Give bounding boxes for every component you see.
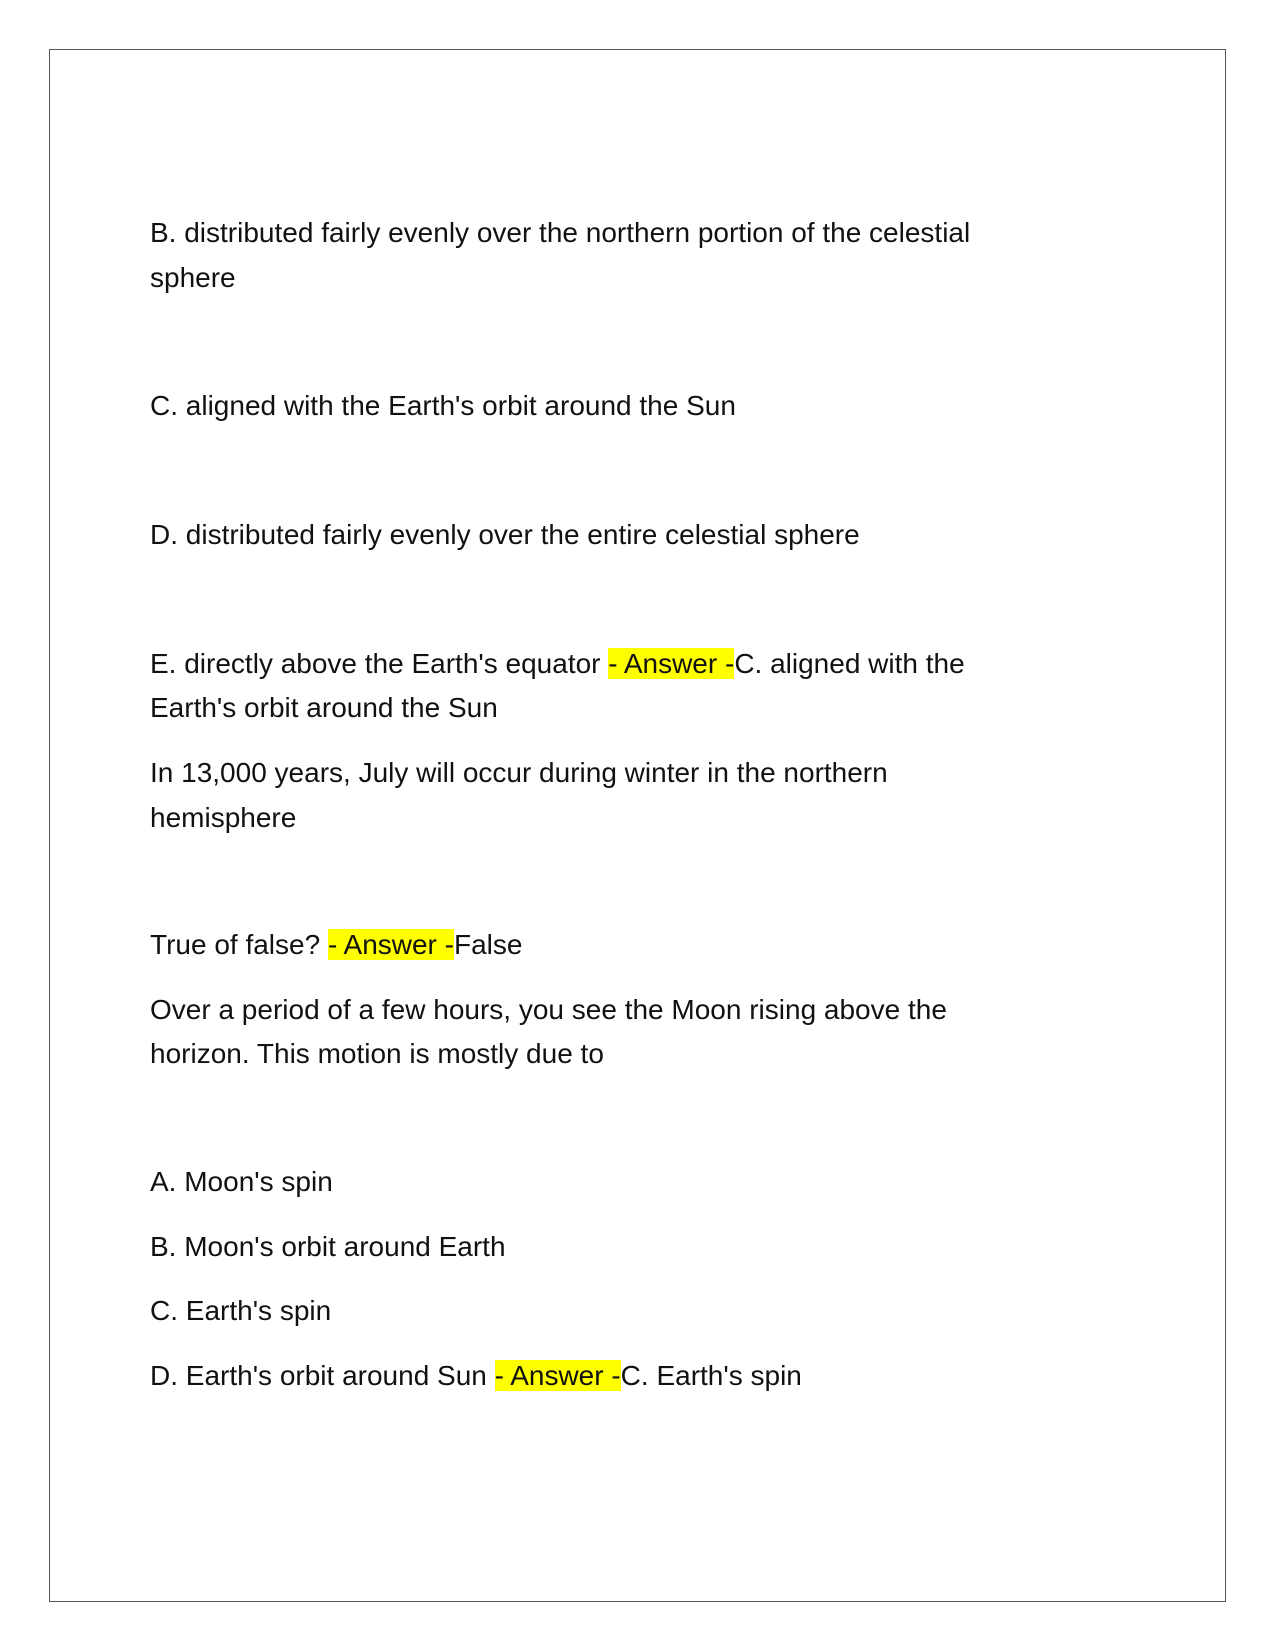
answer-text: False xyxy=(453,929,523,960)
answer-highlight: - Answer - xyxy=(327,929,454,960)
option-e-line-1 xyxy=(150,641,1090,687)
option-e-line-2: Earth's orbit around the Sun xyxy=(150,692,498,723)
option-c-line: C. aligned with the Earth's orbit around the Sun xyxy=(150,390,736,421)
question-july-line-1: In 13,000 years, July will occur during winter in the northern xyxy=(150,757,888,788)
option-b-line-2: sphere xyxy=(150,262,236,293)
answer-highlight: - Answer - xyxy=(494,1360,621,1391)
answer-highlight: - Answer - xyxy=(608,648,735,679)
option-d-line: D. distributed fairly evenly over the entire celestial sphere xyxy=(150,519,860,550)
question-july-line-2: hemisphere xyxy=(150,802,297,833)
option-b-moon-line: B. Moon's orbit around Earth xyxy=(150,1231,506,1262)
option-a-moon-line: A. Moon's spin xyxy=(150,1166,333,1197)
option-c-moon-line: C. Earth's spin xyxy=(150,1295,332,1326)
option-b-line-1: B. distributed fairly evenly over the northern portion of the celestial xyxy=(150,217,971,248)
answer-text: C. aligned with the xyxy=(734,648,965,679)
option-d-moon-text: D. Earth's orbit around Sun xyxy=(150,1360,495,1391)
true-false-line xyxy=(150,922,1090,968)
answer-text: C. Earth's spin xyxy=(620,1360,802,1391)
option-d-moon-line xyxy=(150,1353,1090,1399)
true-false-text: True of false? xyxy=(150,929,328,960)
option-e-text: E. directly above the Earth's equator xyxy=(150,648,609,679)
question-moon-line-2: horizon. This motion is mostly due to xyxy=(150,1038,604,1069)
question-moon-line-1: Over a period of a few hours, you see the Moon rising above the xyxy=(150,994,947,1025)
